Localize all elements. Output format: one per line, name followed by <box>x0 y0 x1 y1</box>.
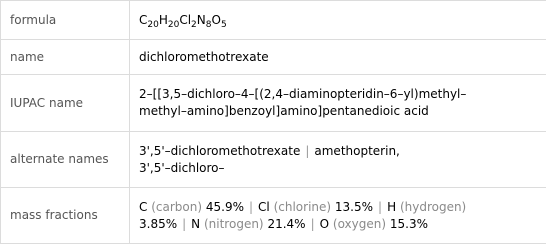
alternate-name-1: 3',5'–dichloromethotrexate <box>139 144 300 158</box>
formula-cl: Cl <box>179 13 191 27</box>
mass-o-value: 15.3% <box>390 217 428 231</box>
alternate-name-2b: 3',5'–dichloro– <box>139 161 225 175</box>
iupac-row <box>1 75 546 132</box>
mass-o-symbol: O <box>320 217 329 231</box>
mass-n-symbol: N <box>191 217 200 231</box>
formula-row <box>1 1 546 40</box>
mass-h-symbol: H <box>387 200 396 214</box>
mass-cl-name: (chlorine) <box>274 200 332 214</box>
separator: | <box>373 200 387 214</box>
alternate-names-row <box>1 132 546 188</box>
formula-cl-count: 2 <box>191 20 197 30</box>
iupac-value <box>130 75 546 132</box>
iupac-label: IUPAC name <box>1 75 130 132</box>
mass-c-symbol: C <box>139 200 147 214</box>
alternate-name-2a: amethopterin, <box>314 144 399 158</box>
alternate-names-label: alternate names <box>1 132 130 188</box>
formula-o: O <box>212 13 221 27</box>
mass-h-value: 3.85% <box>139 217 177 231</box>
mass-c-value: 45.9% <box>206 200 244 214</box>
formula-value <box>130 1 546 40</box>
separator: | <box>177 217 191 231</box>
name-row <box>1 40 546 75</box>
mass-h-name: (hydrogen) <box>400 200 466 214</box>
formula-h-count: 20 <box>168 20 179 30</box>
formula-c-count: 20 <box>147 20 158 30</box>
separator: | <box>244 200 258 214</box>
formula-o-count: 5 <box>221 20 227 30</box>
mass-cl-symbol: Cl <box>258 200 270 214</box>
mass-o-name: (oxygen) <box>333 217 386 231</box>
formula-n: N <box>197 13 206 27</box>
alternate-names-value <box>130 132 546 188</box>
mass-n-value: 21.4% <box>267 217 305 231</box>
name-value: dichloromethotrexate <box>130 40 546 75</box>
iupac-line-1: 2–[[3,5–dichloro–4–[(2,4–diaminopteridin–6–yl)methyl– <box>139 87 466 101</box>
formula-h: H <box>159 13 168 27</box>
separator: | <box>306 217 320 231</box>
mass-fractions-row <box>1 188 546 244</box>
formula-c: C <box>139 13 147 27</box>
mass-cl-value: 13.5% <box>335 200 373 214</box>
name-label: name <box>1 40 130 75</box>
separator: | <box>300 144 314 158</box>
formula-n-count: 8 <box>206 20 212 30</box>
mass-fractions-value <box>130 188 546 244</box>
mass-n-name: (nitrogen) <box>204 217 264 231</box>
formula-label: formula <box>1 1 130 40</box>
iupac-line-2: methyl–amino]benzoyl]amino]pentanedioic acid <box>139 104 429 118</box>
mass-c-name: (carbon) <box>151 200 202 214</box>
mass-fractions-label: mass fractions <box>1 188 130 244</box>
